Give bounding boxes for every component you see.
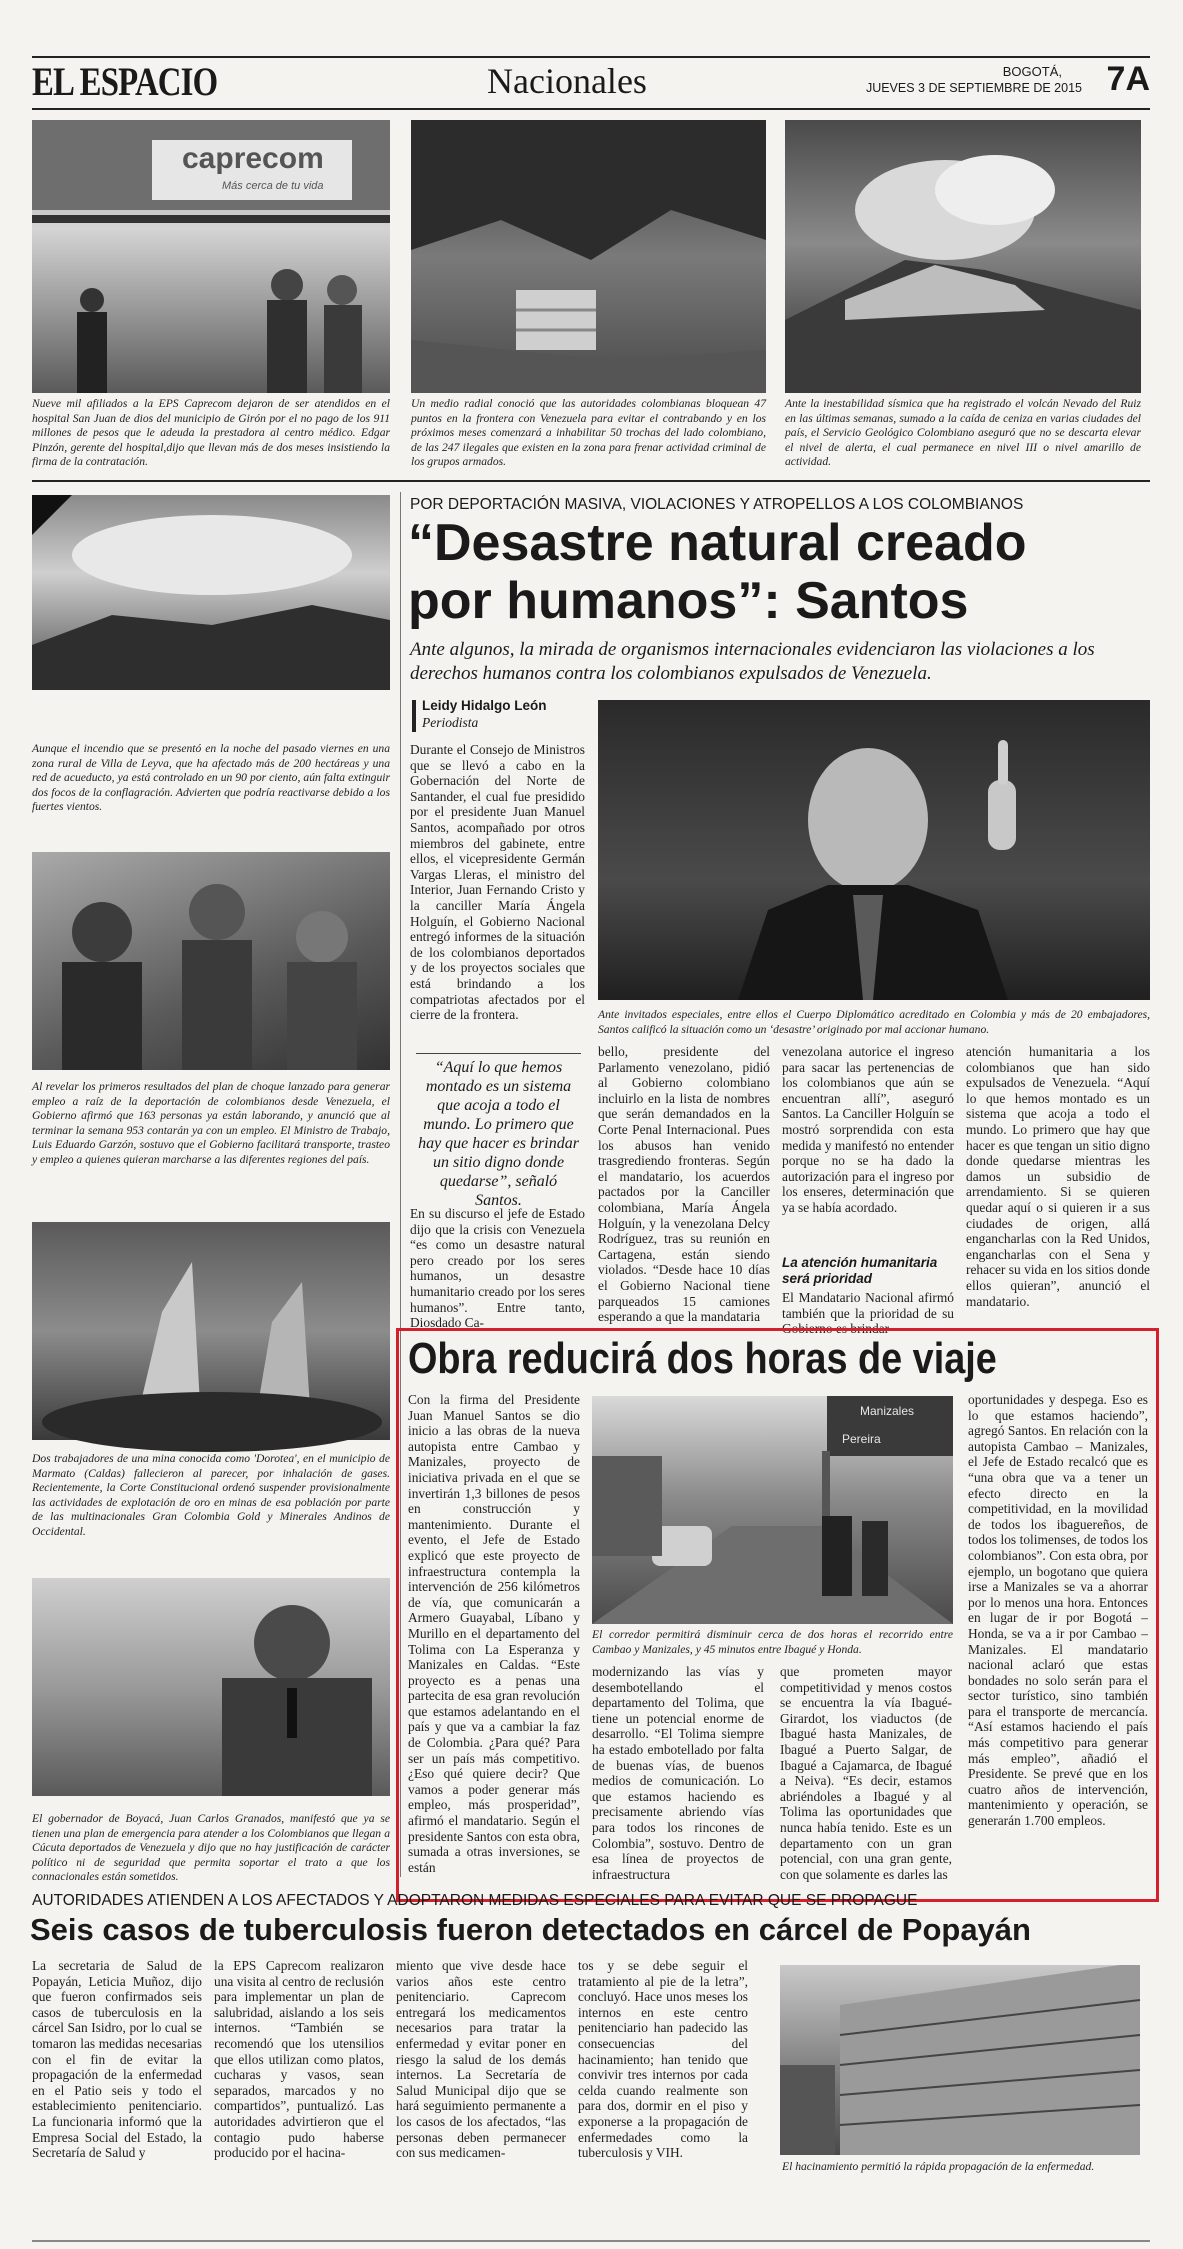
mine-photo [32, 1222, 390, 1440]
bottom-col4-text: tos y se debe seguir el tratamiento al pie de la letra”, concluyó. Hace unos meses los internos en este centro penitenciario han padecido las consecuencias del hacinamiento; han tenido que convivir tres internos por cada celda cuando realmente son para dos, dormir en el piso y exponerse a la propagación de enfermedades como la tuberculosis y VIH. [578, 1958, 748, 2161]
fire-photo [32, 495, 390, 690]
prison-photo-caption: El hacinamiento permitió la rápida propagación de la enfermedad. [782, 2160, 1095, 2173]
masthead-rule-bottom [32, 108, 1150, 110]
main-col1-text: Durante el Consejo de Ministros que se llevó a cabo en la Gobernación del Norte de Santander, el cual fue presidido por el presidente Juan Manuel Santos, acompañado por otros miembros del gabinete, entre ellos, el vicepresidente Germán Vargas Lleras, el ministro del Interior, Juan Fernando Cristo y la canciller María Ángela Holguín, el Gobierno Nacional entregó informes de la situación de los colombianos deportados y de los proyectos sociales que está brindando a los compatriotas afectados por el cierre de la frontera. [410, 742, 585, 1023]
main-col3-text-b: El Mandatario Nacional afirmó también que la prioridad de su Gobierno es brindar [782, 1290, 954, 1337]
boxed-headline: Obra reducirá dos horas de viaje [408, 1334, 997, 1383]
dateline-city: BOGOTÁ, [1002, 64, 1062, 79]
main-col4-text: atención humanitaria a los colombianos que han sido expulsados de Venezuela. “Aquí lo que hemos montado es un sistema que acoja a todo el mundo. Lo primero que hay que hacer es que tengan un sitio digno donde quedarse mientras les damos un subsidio de arrendamiento. Si se quieren quedar aquí o si quieren ir a sus ciudades de origen, allá engancharlas con la Red Unidos, engancharlas con el Sena y rehacer su vida en los sitios donde ellos quieran”, anunció el mandatario. [966, 1044, 1150, 1309]
boxed-col2-text: modernizando las vías y desembotellando el departamento del Tolima, que tiene un potencial enorme de desarrollo. “El Tolima siempre ha estado embotellado por falta de buenas vías, de buenos medios de comunicación. Lo que estamos haciendo es precisamente abriendo vías para todos los rincones de Colombia”, sostuvo. Dentro de esa línea de proyectos de infraestructura [592, 1664, 764, 1882]
main-kicker: POR DEPORTACIÓN MASIVA, VIOLACIONES Y ATROPELLOS A LOS COLOMBIANOS [410, 496, 1024, 513]
main-deck: Ante algunos, la mirada de organismos internacionales evidenciaron las violaciones a los derechos humanos contra los colombianos expulsados de Venezuela. [410, 639, 1095, 684]
dateline-date: JUEVES 3 DE SEPTIEMBRE DE 2015 [865, 81, 1082, 95]
top-row-rule [32, 480, 1150, 482]
bottom-col2-text: la EPS Caprecom realizaron una visita al centro de reclusión para implementar un plan de salubridad, aislando a los seis internos. “También se recomendó que los utensilios que ellos utilizan como platos, cucharas y vasos, sean separados, marcados y no compartidos”, puntualizó. Las autoridades advirtieron que el contagio pudo haberse producido por el hacina- [214, 1958, 384, 2161]
page-bottom-rule [32, 2240, 1150, 2242]
page-number: 7A [1106, 60, 1150, 98]
governor-photo [32, 1578, 390, 1796]
bottom-col3-text: miento que vive desde hace varios años este centro penitenciario. Caprecom entregará los medicamentos necesarios para tratar la enfermedad y evitar poner en riesgo la salud de los demás internos. La Secretaría de Salud Municipal dijo que se hará seguimiento permanente a los casos de los afectados, “las personas deben permanecer con sus medicamen- [396, 1958, 566, 2161]
masthead-rule-top [32, 56, 1150, 58]
byline-author: Leidy Hidalgo León [422, 698, 547, 713]
boxed-col1-text: Con la firma del Presidente Juan Manuel Santos se dio inicio a las obras de la nueva autopista entre Cambao y Manizales, proyecto de iniciativa privada en el que se invertirán 1,3 billones de pesos en construcción y mantenimiento. Durante el evento, el Jefe de Estado explicó que este proyecto de infraestructura contempla la intervención de 256 kilómetros de vía, que comunicarán a Armero Guayabal, Líbano y Murillo en el departamento del Tolima con La Esperanza y Manizales en Caldas. “Este proyecto es a penas una partecita de esa gran revolución que estamos adelantando en el país y que va a cambiar la faz de Colombia. ¿Para qué? Para ser un país más competitivo. ¿Eso qué quiere decir? Que vamos a poder generar más empleo, más prosperidad”, afirmó el mandatario. Según el presidente Santos con esta obra, sumada a otras inversiones, se están [408, 1392, 580, 1875]
mine-caption: Dos trabajadores de una mina conocida como 'Dorotea', en el municipio de Marmato (Caldas) fallecieron al parecer, por inhalación de gases. Recientemente, la Corte Constitucional ordenó suspender provisionalmente las actividades de explotación de oro en minas de esa población por parte de las multinacionales Gran Colombia Gold y Minerales Andinos de Occidental. [32, 1452, 390, 1538]
road-sign-destination: Manizales [860, 1404, 915, 1418]
boxed-col3-text: que prometen mayor competitividad y menos costos se encuentra la vía Ibagué-Girardot, los viaductos (de Ibagué hasta Manizales, de Ibagué a Puerto Salgar, de Ibagué a Cajamarca, de Ibagué a Neiva). “Es decir, estamos abriéndoles a Ibagué y al Tolima las oportunidades que nunca había tenido. Este es un departamento con un gran potencial, con una gran gente, con que solamente es darles las [780, 1664, 952, 1882]
prison-photo [780, 1965, 1140, 2155]
main-headline-line-1: “Desastre natural creado [408, 514, 1027, 572]
main-col2-text: bello, presidente del Parlamento venezolano, pidió al Gobierno colombiano incluirlo en la lista de nombres que serán demandados en la Corte Penal Internacional. Pues los abusos han venido trasgrediendo fronteras. Según el mandatario, los acuerdos pactados por la Canciller colombiana, María Ángela Holguín, y la venezolana Delcy Rodríguez, tras su reunión en Cartagena, están siendo violados. “Desde hace 10 días el Gobierno Nacional tiene parqueados 15 camiones esperando a que la mandataria [598, 1044, 770, 1325]
bottom-headline: Seis casos de tuberculosis fueron detectados en cárcel de Popayán [30, 1912, 1031, 1947]
governor-caption: El gobernador de Boyacá, Juan Carlos Granados, manifestó que ya se tienen una plan de emergencia para atender a los Colombianos que llegan a Cúcuta deportados de Venezuela y dijo que no hay justificación de carácter político ni de seguridad que permita soportar el trato a que los connacionales están sometidos. [32, 1812, 390, 1884]
fire-caption: Aunque el incendio que se presentó en la noche del pasado viernes en una zona rural de Villa de Leyva, que ha afectado más de 200 hectáreas y una red de acueducto, ya está controlado en un 90 por ciento, aún falta extinguir dos focos de la conflagración. Advierten que podría reactivarse debido a los fuertes vientos. [32, 742, 390, 814]
byline-bar [412, 700, 416, 732]
caprecom-sign-text: caprecom [182, 142, 324, 175]
main-col3-text: venezolana autorice el ingreso para sacar las pertenencias de los colombianos que aún se encuentran allí”, aseguró Santos. La Canciller Holguín se mostró sorprendida con esta medida y manifestó no entender porque no se ha dado la autorización para el ingreso por los enseres, determinación que ya se había acordado. [782, 1044, 954, 1215]
santos-photo [598, 700, 1150, 1000]
highway-photo [592, 1396, 953, 1624]
caprecom-photo [32, 120, 390, 393]
border-caption: Un medio radial conoció que las autoridades colombianas bloquean 47 puntos en la frontera con Venezuela para evitar el contrabando y en los próximos meses comenzará a inhabilitar 50 trochas del lado colombiano, de las 247 ilegales que existen en la zona para frenar actividad criminal de los grupos armados. [411, 397, 766, 469]
highway-photo-caption: El corredor permitirá disminuir cerca de dos horas el recorrido entre Cambao y Manizales, y 45 minutos entre Ibagué y Honda. [592, 1628, 953, 1656]
bottom-kicker: AUTORIDADES ATIENDEN A LOS AFECTADOS Y ADOPTARON MEDIDAS ESPECIALES PARA EVITAR QUE SE PROPAGUE [32, 1892, 918, 1909]
main-pullquote: “Aquí lo que hemos montado es un sistema que acoja a todo el mundo. Lo primero que hay que hacer es brindar un sitio digno donde quedarse”, señaló Santos. [416, 1053, 581, 1210]
main-subhead: La atención humanitaria será prioridad [782, 1255, 938, 1286]
boxed-col4-text: oportunidades y despega. Eso es lo que estamos haciendo”, agregó Santos. En relación con la autopista Cambao – Manizales, el Jefe de Estado recalcó que es “una obra que va a tener un efecto directo en la competitividad, en la movilidad de todos los ibaguereños, de todos los tolimenses, de todos los colombianos”. Con esta obra, por ejemplo, un bogotano que quiera irse a Manizales se va a ahorrar por lo menos una hora. Entonces en lugar de ir por Bogotá – Honda, se va a ir por Cambao – Manizales. El mandatario nacional aclaró que estas bondades no solo serán para el sector turístico, sino también para el transporte de mercancía. “Así estamos haciendo el país más competitivo para generar más empleo”, añadió el Presidente. Se prevé que en los cuatro años de intervención, mantenimiento y operación, se generarán 1.700 empleos. [968, 1392, 1148, 1829]
volcano-photo [785, 120, 1141, 393]
santos-photo-caption: Ante invitados especiales, entre ellos el Cuerpo Diplomático acreditado en Colombia y más de 20 embajadores, Santos calificó la situación como un ‘desastre’ originado por mal accionar humano. [598, 1008, 1150, 1036]
employment-photo [32, 852, 390, 1070]
volcano-caption: Ante la inestabilidad sísmica que ha registrado el volcán Nevado del Ruiz en las últimas semanas, sumado a la caída de ceniza en varias ciudades del país, el Servicio Geológico Colombiano aseguró que no se descarta elevar el nivel de alerta, el cual permanece en nivel III o nivel amarillo de actividad. [785, 397, 1141, 469]
border-photo [411, 120, 766, 393]
section-title: Nacionales [487, 61, 647, 101]
main-headline-line-2: por humanos”: Santos [408, 572, 969, 630]
byline-role: Periodista [422, 715, 479, 730]
road-sign-left: Pereira [842, 1432, 881, 1446]
masthead [32, 50, 1150, 108]
main-col1-text-b: En su discurso el jefe de Estado dijo que la crisis con Venezuela “es como un desastre natural pero creado por los seres humanos, un desastre humanitario creado por los seres humanos”. Entre tanto, Diosdado Ca- [410, 1206, 585, 1331]
caprecom-sign-tagline: Más cerca de tu vida [222, 180, 324, 192]
newspaper-logo: EL ESPACIO [32, 59, 218, 104]
bottom-col1-text: La secretaria de Salud de Popayán, Leticia Muñoz, dijo que fueron confirmados seis casos de tuberculosis en la cárcel San Isidro, por lo cual se tomaron las medidas necesarias con el fin de evitar la propagación de la enfermedad en el Patio seis y todo el establecimiento penitenciario. La funcionaria informó que la Empresa Social del Estado, la Secretaría de Salud y [32, 1958, 202, 2161]
employment-caption: Al revelar los primeros resultados del plan de choque lanzado para generar empleo a raíz de la deportación de colombianos desde Venezuela, el Gobierno afirmó que 163 personas ya están laborando, y anunció que al terminar la semana 953 contarán ya con un empleo. El Ministro de Trabajo, Luis Eduardo Garzón, sostuvo que el Gobierno facilitará transporte, trasteo y empleo a quienes quieran marcharse a las diferentes regiones del país. [32, 1080, 390, 1166]
caprecom-caption: Nueve mil afiliados a la EPS Caprecom dejaron de ser atendidos en el hospital San Juan de dios del municipio de Girón por el no pago de los 911 millones de pesos que le adeuda la prestadora al centro médico. Edgar Pinzón, gerente del hospital,dijo que llevan más de dos meses insistiendo la firma de la contratación. [32, 397, 390, 469]
